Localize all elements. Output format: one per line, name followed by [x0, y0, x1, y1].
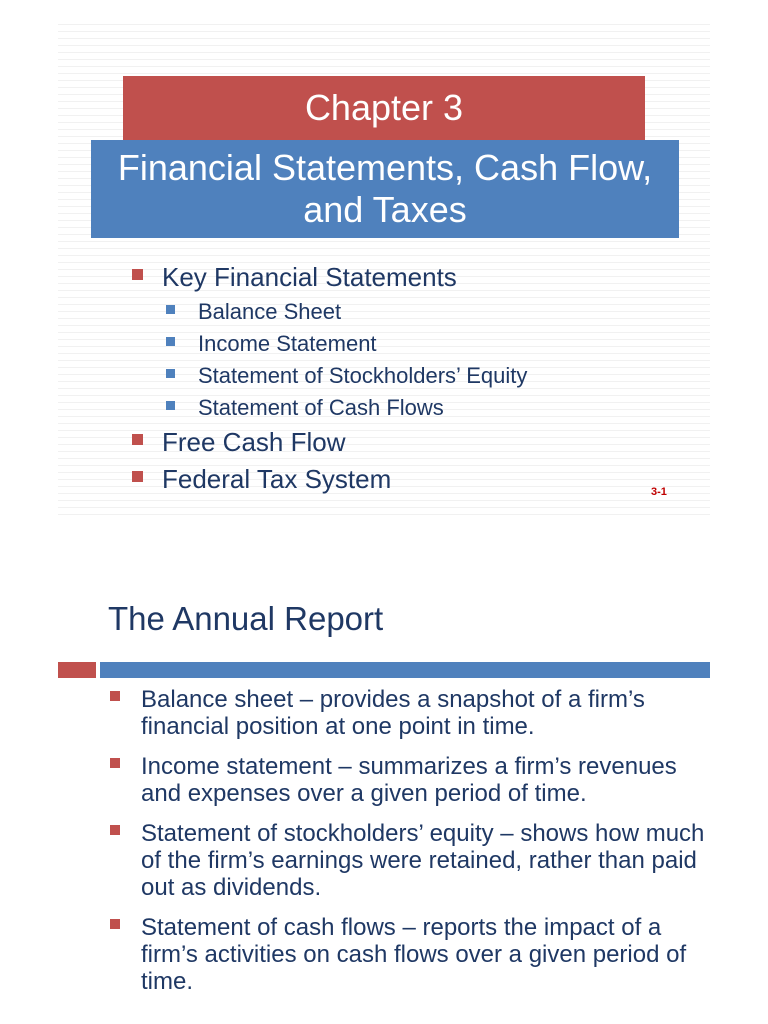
- page-number: 3-1: [651, 486, 667, 498]
- chapter-banner: [123, 76, 645, 140]
- slide-1-bullet-list: [132, 262, 672, 501]
- sub-bullet-item: [132, 363, 672, 389]
- square-bullet-icon: [166, 305, 175, 314]
- square-bullet-icon: [132, 471, 143, 482]
- square-bullet-icon: [110, 825, 120, 835]
- bullet-item: [132, 262, 672, 292]
- bullet-text: Statement of stockholders’ equity – shows how much of the firm’s earnings were retained, rather than paid out as dividends.: [141, 820, 705, 901]
- square-bullet-icon: [166, 401, 175, 410]
- slide-1-title: Financial Statements, Cash Flow, and Taxes: [117, 147, 653, 230]
- title-rule-blue: [100, 662, 710, 678]
- bullet-item: [132, 427, 672, 457]
- sub-bullet-item: [132, 331, 672, 357]
- bullet-text: Income statement – summarizes a firm’s revenues and expenses over a given period of time.: [141, 753, 677, 807]
- bullet-item: [110, 753, 710, 807]
- bullet-item: [132, 464, 672, 494]
- bullet-item: [110, 820, 710, 901]
- sub-bullet-item: [132, 395, 672, 421]
- sub-bullet-label: Income Statement: [198, 331, 377, 356]
- square-bullet-icon: [132, 269, 143, 280]
- slide-2-title: The Annual Report: [108, 600, 384, 637]
- square-bullet-icon: [110, 691, 120, 701]
- bullet-label: Free Cash Flow: [162, 427, 346, 457]
- sub-bullet-label: Statement of Stockholders’ Equity: [198, 363, 528, 388]
- slide-2-bullet-list: [110, 686, 710, 1008]
- sub-bullet-label: Statement of Cash Flows: [198, 395, 444, 420]
- slide-1: [58, 24, 710, 516]
- chapter-label: Chapter 3: [304, 87, 464, 128]
- square-bullet-icon: [132, 434, 143, 445]
- square-bullet-icon: [166, 337, 175, 346]
- bullet-item: [110, 914, 710, 995]
- square-bullet-icon: [110, 919, 120, 929]
- bullet-label: Federal Tax System: [162, 464, 392, 494]
- square-bullet-icon: [166, 369, 175, 378]
- bullet-label: Key Financial Statements: [162, 262, 457, 292]
- sub-bullet-label: Balance Sheet: [198, 299, 342, 324]
- bullet-text: Statement of cash flows – reports the impact of a firm’s activities on cash flows over a given period of time.: [141, 914, 687, 995]
- bullet-item: [110, 686, 710, 740]
- square-bullet-icon: [110, 758, 120, 768]
- bullet-text: Balance sheet – provides a snapshot of a firm’s financial position at one point in time.: [141, 686, 645, 740]
- title-banner: [91, 140, 679, 238]
- sub-bullet-item: [132, 299, 672, 325]
- title-rule-red: [58, 662, 96, 678]
